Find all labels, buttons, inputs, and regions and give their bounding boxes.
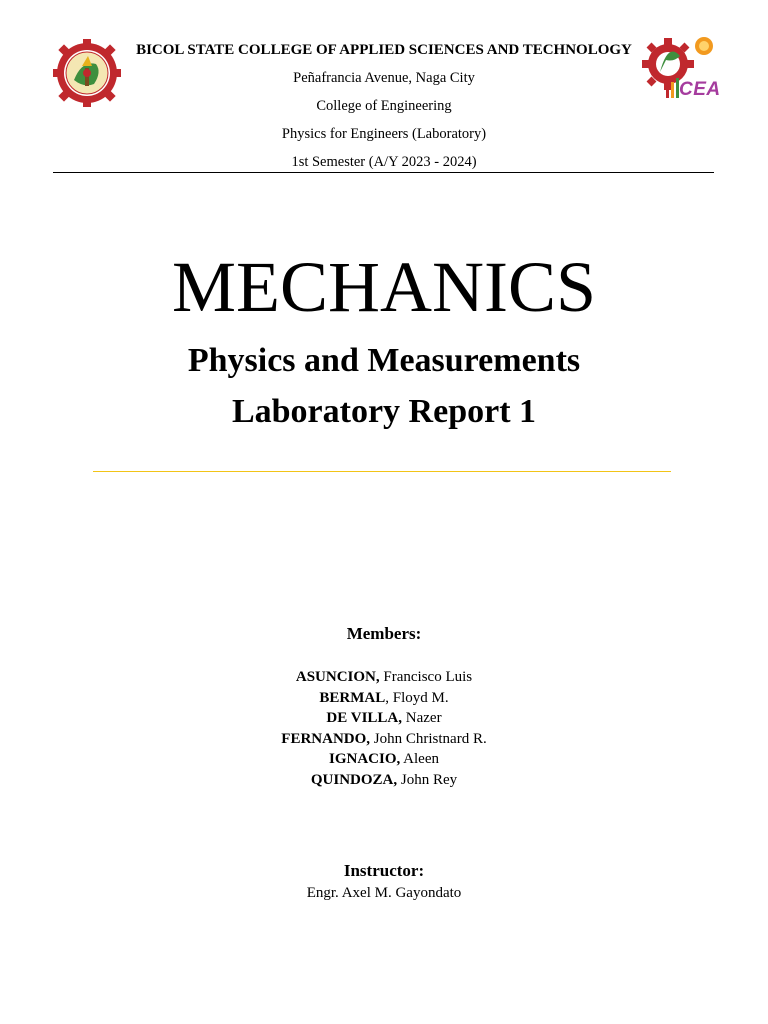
report-subtitle-line2: Laboratory Report 1 bbox=[231, 393, 537, 430]
member-first-name: Aleen bbox=[400, 751, 439, 768]
member-last-name: IGNACIO, bbox=[328, 751, 401, 768]
member-item bbox=[0, 667, 768, 688]
member-last-name: BERMAL bbox=[319, 689, 386, 706]
member-last-name: DE VILLA, bbox=[326, 710, 403, 727]
member-item bbox=[0, 688, 768, 709]
header-divider bbox=[53, 172, 714, 173]
instructor-name: Engr. Axel M. Gayondato bbox=[306, 885, 462, 901]
member-item bbox=[0, 749, 768, 770]
member-first-name: John Rey bbox=[397, 771, 458, 788]
member-last-name: QUINDOZA, bbox=[310, 771, 398, 788]
member-first-name: Francisco Luis bbox=[379, 669, 473, 685]
member-item bbox=[0, 729, 768, 750]
member-item bbox=[0, 770, 768, 791]
document-header bbox=[0, 0, 768, 180]
college-name: College of Engineering bbox=[316, 98, 452, 114]
gold-divider bbox=[93, 471, 671, 472]
report-subtitle-line1: Physics and Measurements bbox=[187, 342, 581, 379]
header-text-block bbox=[110, 42, 658, 171]
member-item bbox=[0, 708, 768, 729]
report-title: MECHANICS bbox=[171, 247, 597, 327]
member-first-name: , Floyd M. bbox=[385, 689, 449, 706]
member-first-name: Nazer bbox=[402, 710, 442, 727]
instructor-label: Instructor: bbox=[343, 861, 425, 880]
semester-label: 1st Semester (A/Y 2023 - 2024) bbox=[291, 154, 477, 170]
cea-logo-text: CEA bbox=[679, 79, 721, 100]
cea-logo-icon bbox=[638, 32, 720, 104]
school-name: BICOL STATE COLLEGE OF APPLIED SCIENCES AND TECHNOLOGY bbox=[136, 42, 632, 58]
members-label: Members: bbox=[346, 624, 422, 643]
course-name: Physics for Engineers (Laboratory) bbox=[281, 126, 487, 142]
school-address: Peñafrancia Avenue, Naga City bbox=[293, 70, 475, 86]
member-last-name: ASUNCION, bbox=[295, 669, 380, 685]
members-list bbox=[0, 667, 768, 791]
member-last-name: FERNANDO, bbox=[281, 730, 371, 747]
member-first-name: John Christnard R. bbox=[370, 730, 487, 747]
